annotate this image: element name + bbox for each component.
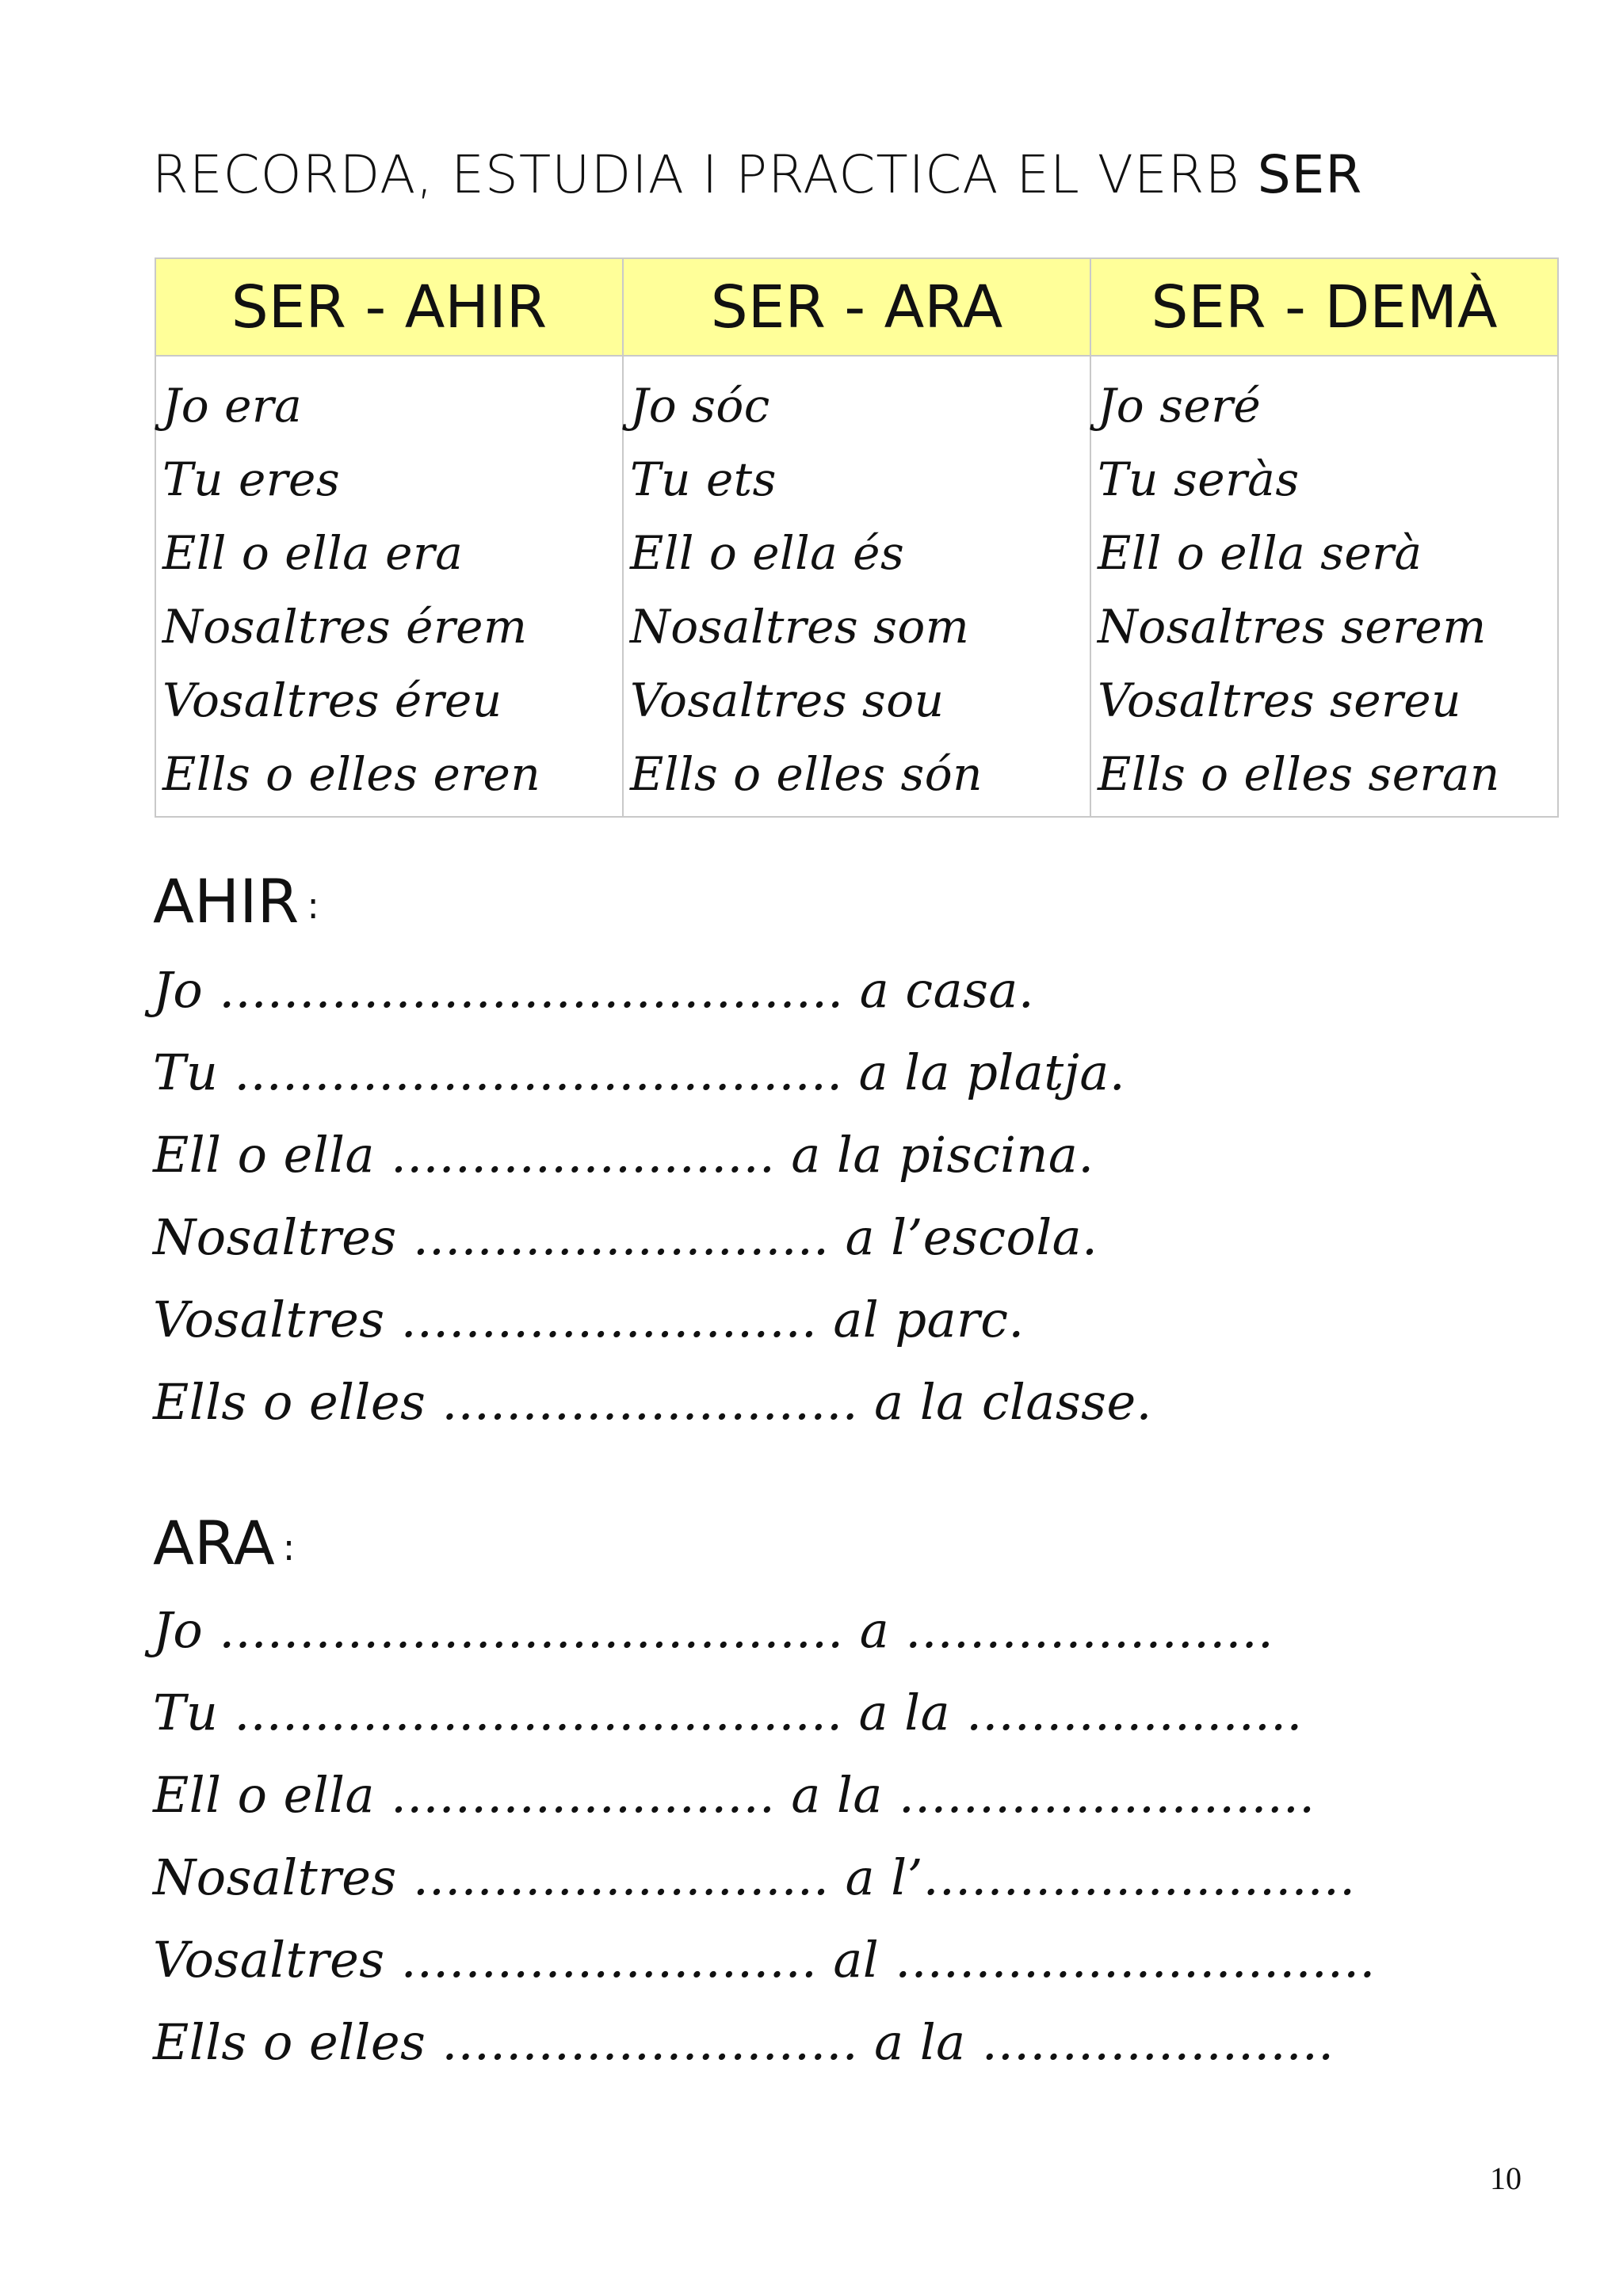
list-item: Vosaltres sereu <box>1098 673 1461 727</box>
title-prefix: RECORDA, ESTUDIA I PRACTICA EL VERB <box>152 144 1258 205</box>
ahir-exercise-list <box>153 949 1152 1444</box>
list-item: Vosaltres sou <box>630 673 945 727</box>
list-item: Ells o elles eren <box>162 747 541 801</box>
list-item: Tu eres <box>162 452 341 506</box>
ahir-heading-colon: : <box>307 884 319 927</box>
list-item: Vosaltres éreu <box>162 673 502 727</box>
header-ser-dema: SER - DEMÀ <box>1090 258 1558 356</box>
list-item: Ell o ella serà <box>1098 526 1423 580</box>
list-item: Tu seràs <box>1098 452 1300 506</box>
exercise-line: Ell o ella ........................ a la .......................... <box>153 1766 1316 1824</box>
list-item: Nosaltres som <box>630 600 970 654</box>
column-dema <box>1090 356 1558 817</box>
list-item: Tu ets <box>630 452 777 506</box>
exercise-line: Ells o elles .......................... a la classe. <box>153 1373 1152 1431</box>
exercise-line: Vosaltres .......................... al parc. <box>153 1291 1025 1348</box>
exercise-line: Jo ....................................... a casa. <box>153 961 1035 1019</box>
column-ahir <box>155 356 623 817</box>
list-item: Nosaltres érem <box>162 600 528 654</box>
ara-forms-list <box>624 357 1090 811</box>
list-item: Nosaltres serem <box>1098 600 1487 654</box>
title-verb: SER <box>1257 144 1363 205</box>
exercise-line: Ell o ella ........................ a la piscina. <box>153 1126 1094 1184</box>
exercise-line: Ells o elles .......................... a la ...................... <box>153 2013 1335 2071</box>
list-item: Ell o ella era <box>162 526 464 580</box>
list-item: Jo era <box>162 379 303 433</box>
list-item: Ells o elles són <box>630 747 983 801</box>
page-number: 10 <box>1490 2161 1522 2196</box>
exercise-line: Tu ...................................... a la ..................... <box>153 1684 1303 1741</box>
list-item: Jo seré <box>1098 379 1262 433</box>
page-title <box>152 144 1363 205</box>
ahir-forms-list <box>156 357 622 811</box>
exercise-line: Nosaltres .......................... a l’escola. <box>153 1208 1098 1266</box>
list-item: Ells o elles seran <box>1098 747 1500 801</box>
ara-heading-text: ARA <box>153 1508 275 1578</box>
table-body-row <box>155 356 1558 817</box>
exercise-line: Jo ....................................... a ....................... <box>153 1601 1274 1659</box>
header-ser-ara: SER - ARA <box>623 258 1090 356</box>
exercise-line: Tu ...................................... a la platja. <box>153 1043 1126 1101</box>
ahir-heading-text: AHIR <box>153 866 300 936</box>
section-heading-ara <box>153 1508 296 1578</box>
header-ser-ahir: SER - AHIR <box>155 258 623 356</box>
exercise-line: Vosaltres .......................... al .............................. <box>153 1931 1376 1989</box>
column-ara <box>623 356 1090 817</box>
conjugation-table <box>155 257 1559 818</box>
dema-forms-list <box>1091 357 1557 811</box>
list-item: Jo sóc <box>630 379 770 433</box>
section-heading-ahir <box>153 866 319 936</box>
table-header-row <box>155 258 1558 356</box>
ara-heading-colon: : <box>282 1526 296 1569</box>
list-item: Ell o ella és <box>630 526 905 580</box>
exercise-line: Nosaltres .......................... a l’........................... <box>153 1848 1356 1906</box>
ara-exercise-list <box>153 1589 1376 2084</box>
